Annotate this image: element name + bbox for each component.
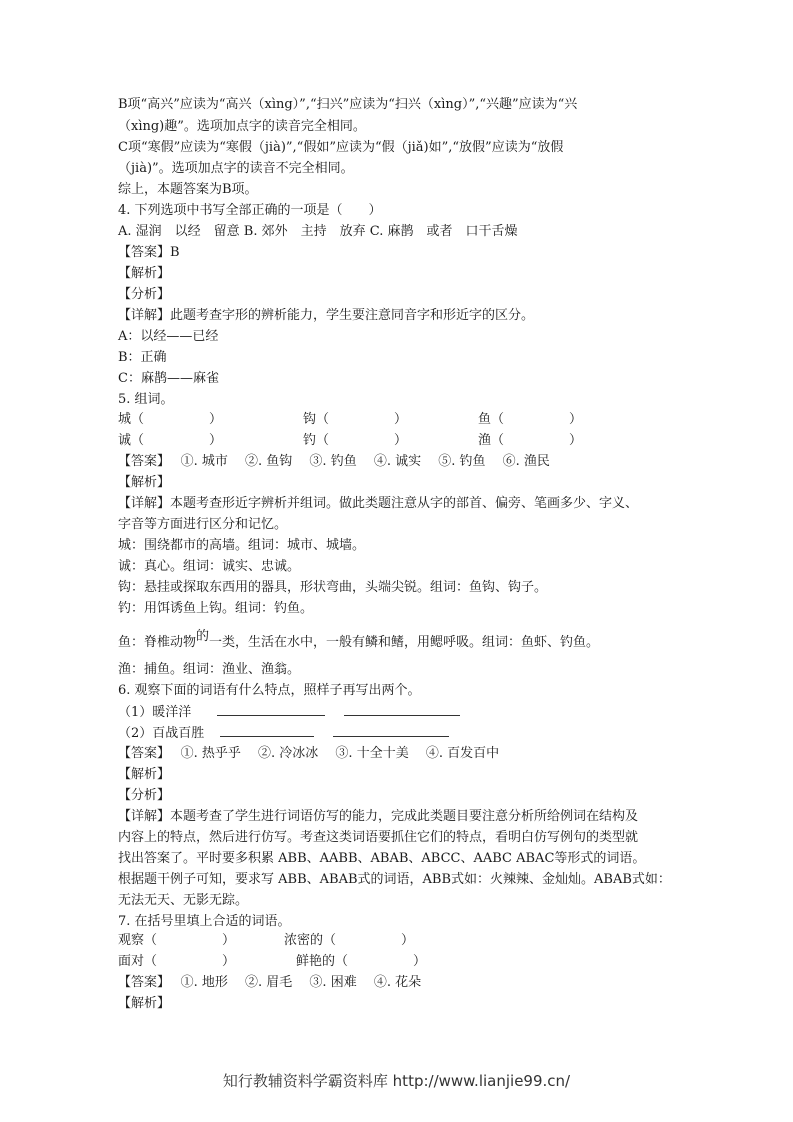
text-line: 钓：用饵诱鱼上钩。组词：钓鱼。: [118, 601, 314, 616]
question-6: 6. 观察下面的词语有什么特点，照样子再写出两个。: [118, 683, 421, 698]
text-line: 综上，本题答案为B项。: [118, 182, 258, 197]
text-line: 诚：真心。组词：诚实、忠诚。: [118, 559, 301, 574]
analysis-label: 【解析】: [118, 767, 171, 782]
example-label: （1）暖洋洋: [118, 705, 192, 720]
answer-label: 【答案】B: [118, 245, 180, 260]
answer-blank[interactable]: [220, 724, 314, 737]
text-line: [118, 629, 600, 652]
blank-item: 渔（ ）: [478, 433, 583, 448]
text-fragment: 鱼：脊椎动物: [118, 635, 197, 650]
answer-label: 【答案】 ①. 城市 ②. 鱼钩 ③. 钓鱼 ④. 诚实 ⑤. 钓鱼 ⑥. 渔民: [118, 454, 550, 469]
example-word-2: [118, 724, 449, 743]
detail-explanation: 【详解】本题考查形近字辨析并组词。做此类题注意从字的部首、偏旁、笔画多少、字义、: [118, 496, 639, 511]
blank-item: 鲜艳的（ ）: [296, 954, 427, 969]
blank-item: 面对（ ）: [118, 954, 236, 969]
raised-char: 的: [196, 629, 210, 644]
text-line: 钩：悬挂或探取东西用的器具，形状弯曲，头端尖锐。组词：鱼钩、钩子。: [118, 580, 548, 595]
answer-blank[interactable]: [344, 703, 460, 716]
blank-item: 浓密的（ ）: [284, 933, 415, 948]
blank-item: 钩（ ）: [303, 412, 408, 427]
answer-label: 【答案】 ①. 热乎乎 ②. 冷冰冰 ③. 十全十美 ④. 百发百中: [118, 746, 500, 761]
analysis-label: 【分析】: [118, 287, 171, 302]
blank-item: 城（ ）: [118, 412, 223, 427]
analysis-label: 【解析】: [118, 996, 171, 1011]
text-line: 城：围绕都市的高墙。组词：城市、城墙。: [118, 538, 366, 553]
text-line: 内容上的特点，然后进行仿写。考查这类词语要抓住它们的特点，看明白仿写例句的类型就: [118, 830, 639, 845]
text-line: 找出答案了。平时要多积累 ABB、AABB、ABAB、ABCC、AABC ABAC等形式的词语。: [118, 851, 646, 866]
text-line: C项“寒假”应读为“寒假（jià)”,“假如”应读为“假（jiǎ)如”,“放假”应读为“放假: [118, 140, 564, 155]
answer-blank[interactable]: [217, 703, 325, 716]
example-label: （2）百战百胜: [118, 726, 205, 741]
analysis-label: 【解析】: [118, 266, 171, 281]
analysis-label: 【解析】: [118, 475, 171, 490]
detail-explanation: 【详解】此题考查字形的辨析能力，学生要注意同音字和形近字的区分。: [118, 308, 535, 323]
text-fragment: 一类，生活在水中，一般有鳞和鳍，用鳃呼吸。组词：鱼虾、钓鱼。: [209, 635, 600, 650]
blank-item: 钓（ ）: [303, 433, 408, 448]
answer-blank[interactable]: [333, 724, 449, 737]
question-4-options: A. 湿润 以经 留意 B. 郊外 主持 放弃 C. 麻鹊 或者 口干舌燥: [118, 224, 518, 239]
text-line: 根据题干例子可知，要求写 ABB、ABAB式的词语，ABB式如：火辣辣、金灿灿。ABAB式如：: [118, 872, 671, 887]
text-line: （jià)”。选项加点字的读音不完全相同。: [118, 161, 354, 176]
text-line: 无法无天、无影无踪。: [118, 893, 249, 908]
text-line: 字音等方面进行区分和记忆。: [118, 517, 288, 532]
blank-item: 鱼（ ）: [478, 412, 583, 427]
footer-watermark: 知行教辅资料学霸资料库 http://www.lianjie99.cn/: [222, 1072, 571, 1090]
example-word-1: [118, 703, 460, 722]
analysis-label: 【分析】: [118, 788, 171, 803]
text-line: （xìng)趣”。选项加点字的读音完全相同。: [118, 119, 366, 134]
answer-label: 【答案】 ①. 地形 ②. 眉毛 ③. 困难 ④. 花朵: [118, 975, 422, 990]
blank-item: 观察（ ）: [118, 933, 236, 948]
detail-explanation: 【详解】本题考查了学生进行词语仿写的能力，完成此类题目要注意分析所给例词在结构及: [118, 809, 639, 824]
question-4: 4. 下列选项中书写全部正确的一项是（ ）: [118, 203, 382, 218]
blank-item: 诚（ ）: [118, 433, 223, 448]
text-line: B：正确: [118, 350, 167, 365]
text-line: 渔：捕鱼。组词：渔业、渔翁。: [118, 662, 301, 677]
question-7: 7. 在括号里填上合适的词语。: [118, 914, 291, 929]
question-5: 5. 组词。: [118, 392, 174, 407]
text-line: B项“高兴”应读为“高兴（xìng）”,“扫兴”应读为“扫兴（xìng）”,“兴趣”应读为“兴: [118, 97, 578, 112]
text-line: C：麻鹊——麻雀: [118, 371, 219, 386]
text-line: A：以经——已经: [118, 329, 219, 344]
